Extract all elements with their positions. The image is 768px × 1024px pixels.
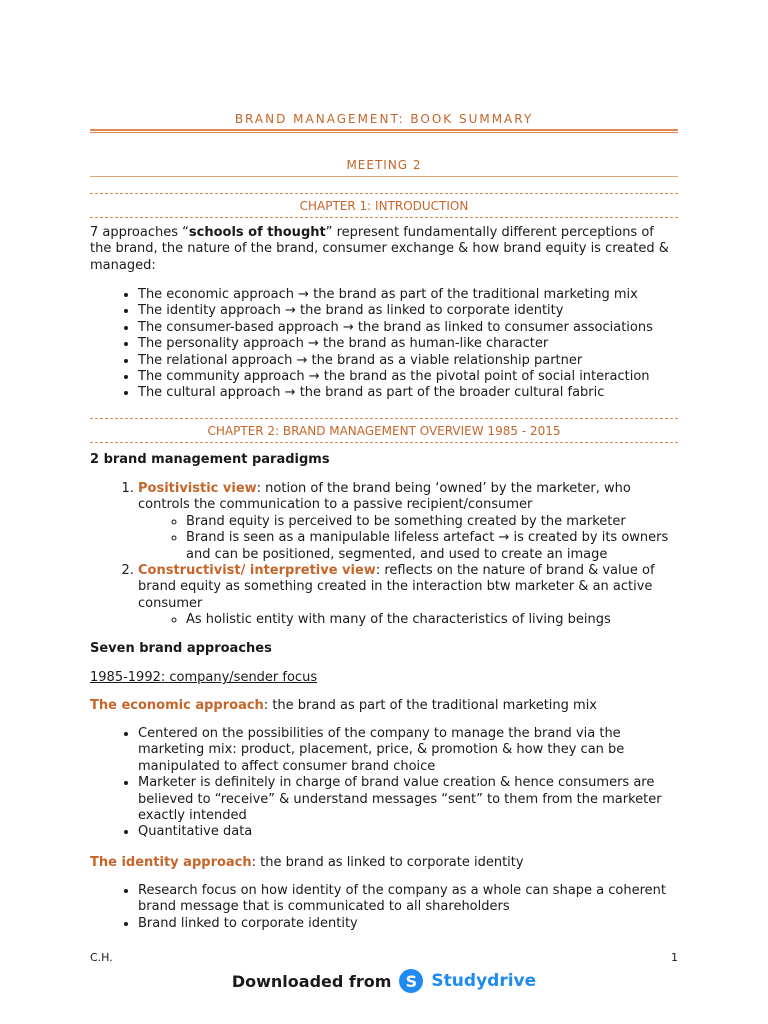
section-heading: 2 brand management paradigms: [90, 452, 330, 467]
approaches-list: [90, 287, 678, 402]
chapter-1-intro: [90, 225, 678, 274]
list-item: • The personality approach → the brand as human-like character: [138, 336, 678, 352]
paradigms-list: [90, 481, 678, 629]
sub-list-item: ◦ Brand is seen as a manipulable lifeless artefact → is created by its owners and can be positioned, segmented, and used to create an image: [186, 530, 678, 563]
paradigm-label: Positivistic view: [138, 481, 257, 496]
list-item: • The community approach → the brand as the pivotal point of social interaction: [138, 369, 678, 385]
document-title: BRAND MANAGEMENT: BOOK SUMMARY: [234, 112, 534, 126]
list-item: • Marketer is definitely in charge of brand value creation & hence consumers are believed to “receive” & understand messages “sent” to them from the marketer exactly intended: [138, 775, 678, 824]
approach-heading: [90, 855, 678, 871]
list-item: • The consumer-based approach → the brand as linked to consumer associations: [138, 320, 678, 336]
list-item: • Research focus on how identity of the company as a whole can shape a coherent brand message that is communicated to all shareholders: [138, 883, 678, 916]
page-number: 1: [671, 951, 678, 964]
paradigm-label: Constructivist/ interpretive view: [138, 563, 376, 579]
studydrive-logo-icon: S: [399, 969, 423, 993]
list-item: • Brand linked to corporate identity: [138, 916, 678, 932]
list-item: • The relational approach → the brand as a viable relationship partner: [138, 353, 678, 369]
seven-approaches-heading-block: [90, 641, 678, 657]
meeting-divider: [90, 176, 678, 177]
section-heading: Seven brand approaches: [90, 641, 272, 656]
intro-text: ” represent fundamentally different perceptions of the brand, the nature of the brand, consumer exchange & how brand equity is created & managed:: [90, 225, 669, 273]
approach-heading: [90, 698, 678, 714]
footer-initials: C.H.: [90, 951, 113, 964]
list-item: • Centered on the possibilities of the company to manage the brand via the marketing mix: product, placement, price, & promotion & how they can be manipulated to affect consumer brand choice: [138, 726, 678, 775]
list-item: • The identity approach → the brand as linked to corporate identity: [138, 303, 678, 319]
downloaded-from-text: Downloaded from: [231, 971, 392, 991]
studydrive-brand-link[interactable]: Studydrive: [431, 971, 537, 991]
sub-list-item: ◦ Brand equity is perceived to be something created by the marketer: [186, 514, 678, 530]
chapter-divider: [90, 217, 678, 218]
list-item: • The economic approach → the brand as part of the traditional marketing mix: [138, 287, 678, 303]
paradigm-text: : reflects on the nature of brand & value of brand equity as something created in the interaction btw marketer & an active consumer: [138, 563, 655, 611]
list-item: • The cultural approach → the brand as part of the broader cultural fabric: [138, 385, 678, 401]
list-item: [138, 563, 678, 629]
download-banner[interactable]: [0, 968, 768, 994]
chapter-2-header: [90, 418, 678, 443]
approach-label: The identity approach: [90, 855, 252, 870]
chapter-2-title: CHAPTER 2: BRAND MANAGEMENT OVERVIEW 1985 - 2015: [207, 424, 561, 438]
approach-text: : the brand as linked to corporate identity: [251, 855, 524, 870]
economic-approach-block: [90, 698, 678, 714]
sub-list-item: ◦ As holistic entity with many of the characteristics of living beings: [186, 612, 678, 628]
identity-points-list: [90, 883, 678, 932]
paradigms-heading-block: [90, 452, 678, 468]
identity-approach-block: [90, 855, 678, 871]
economic-points-list: [90, 726, 678, 841]
paradigm-text: : notion of the brand being ‘owned’ by the marketer, who controls the communication to a passive recipient/consumer: [138, 481, 631, 513]
intro-text: 7 approaches “: [90, 225, 189, 240]
period-block: [90, 670, 678, 686]
list-item: • Quantitative data: [138, 824, 678, 840]
chapter-1-header: [90, 193, 678, 218]
period-label: 1985-1992: company/sender focus: [90, 670, 318, 685]
approach-label: The economic approach: [90, 698, 264, 713]
intro-paragraph: [90, 225, 678, 274]
chapter-divider: [90, 442, 678, 443]
intro-bold-term: schools of thought: [188, 225, 326, 240]
chapter-1-title: CHAPTER 1: INTRODUCTION: [299, 199, 469, 213]
list-item: [138, 481, 678, 563]
approach-text: : the brand as part of the traditional marketing mix: [263, 698, 597, 713]
title-divider: [90, 129, 678, 133]
meeting-heading: MEETING 2: [346, 158, 422, 172]
